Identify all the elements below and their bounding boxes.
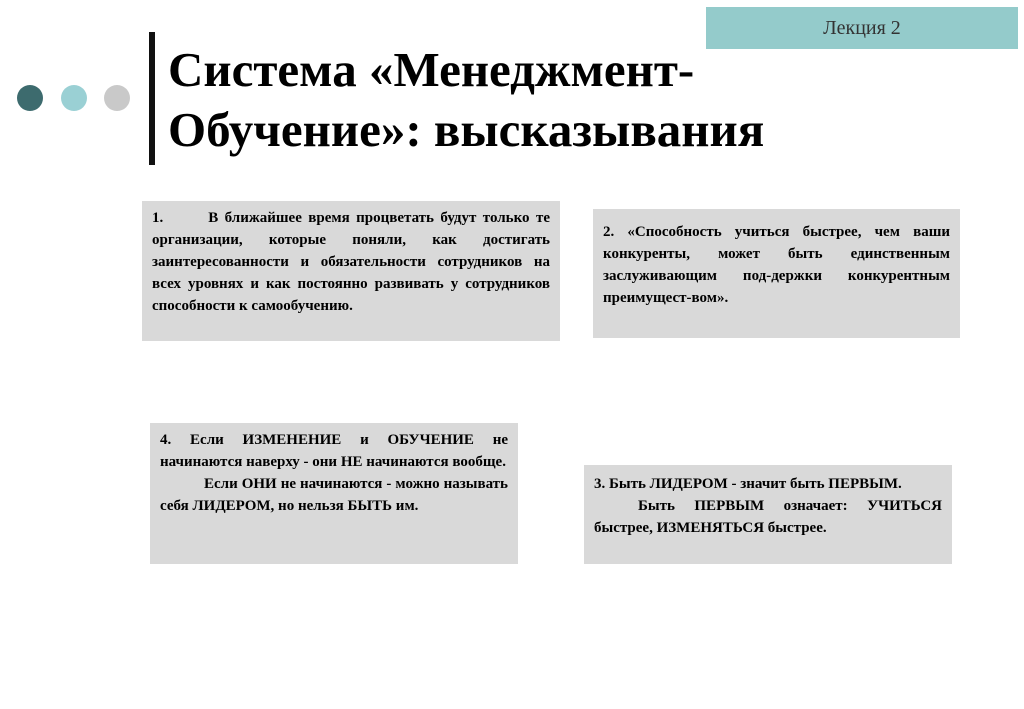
lecture-badge-label: Лекция 2	[823, 16, 901, 39]
title-divider	[149, 32, 155, 165]
quote-4-paragraph-1: 4. Если ИЗМЕНЕНИЕ и ОБУЧЕНИЕ не начинаются наверху - они НЕ начинаются вообще.	[160, 432, 508, 470]
page-title	[168, 40, 868, 160]
quote-box-4	[150, 423, 518, 564]
quote-1-text: 1. В ближайшее время процветать будут только те организации, которые поняли, как достигать заинтересованности и обязательности сотрудников на всех уровнях и как постоянно развивать у сотрудников способности к самообучению.	[152, 210, 550, 314]
quote-4-paragraph-2: Если ОНИ не начинаются - можно называть себя ЛИДЕРОМ, но нельзя БЫТЬ им.	[160, 476, 508, 514]
quote-box-2	[593, 209, 960, 338]
decorative-dot-light	[61, 85, 87, 111]
quote-box-3	[584, 465, 952, 564]
decorative-dot-gray	[104, 85, 130, 111]
page-title-line-2: Обучение»: высказывания	[168, 102, 765, 157]
page-title-line-1: Система «Менеджмент-	[168, 42, 695, 97]
quote-2-text: 2. «Способность учиться быстрее, чем ваши конкуренты, может быть единственным заслуживающим под-держки конкурентным преимущест-вом».	[603, 224, 950, 306]
quote-3-paragraph-2: Быть ПЕРВЫМ означает: УЧИТЬСЯ быстрее, ИЗМЕНЯТЬСЯ быстрее.	[594, 498, 942, 536]
decorative-dot-dark	[17, 85, 43, 111]
quote-3-paragraph-1: 3. Быть ЛИДЕРОМ - значит быть ПЕРВЫМ.	[594, 476, 902, 492]
quote-box-1	[142, 201, 560, 341]
